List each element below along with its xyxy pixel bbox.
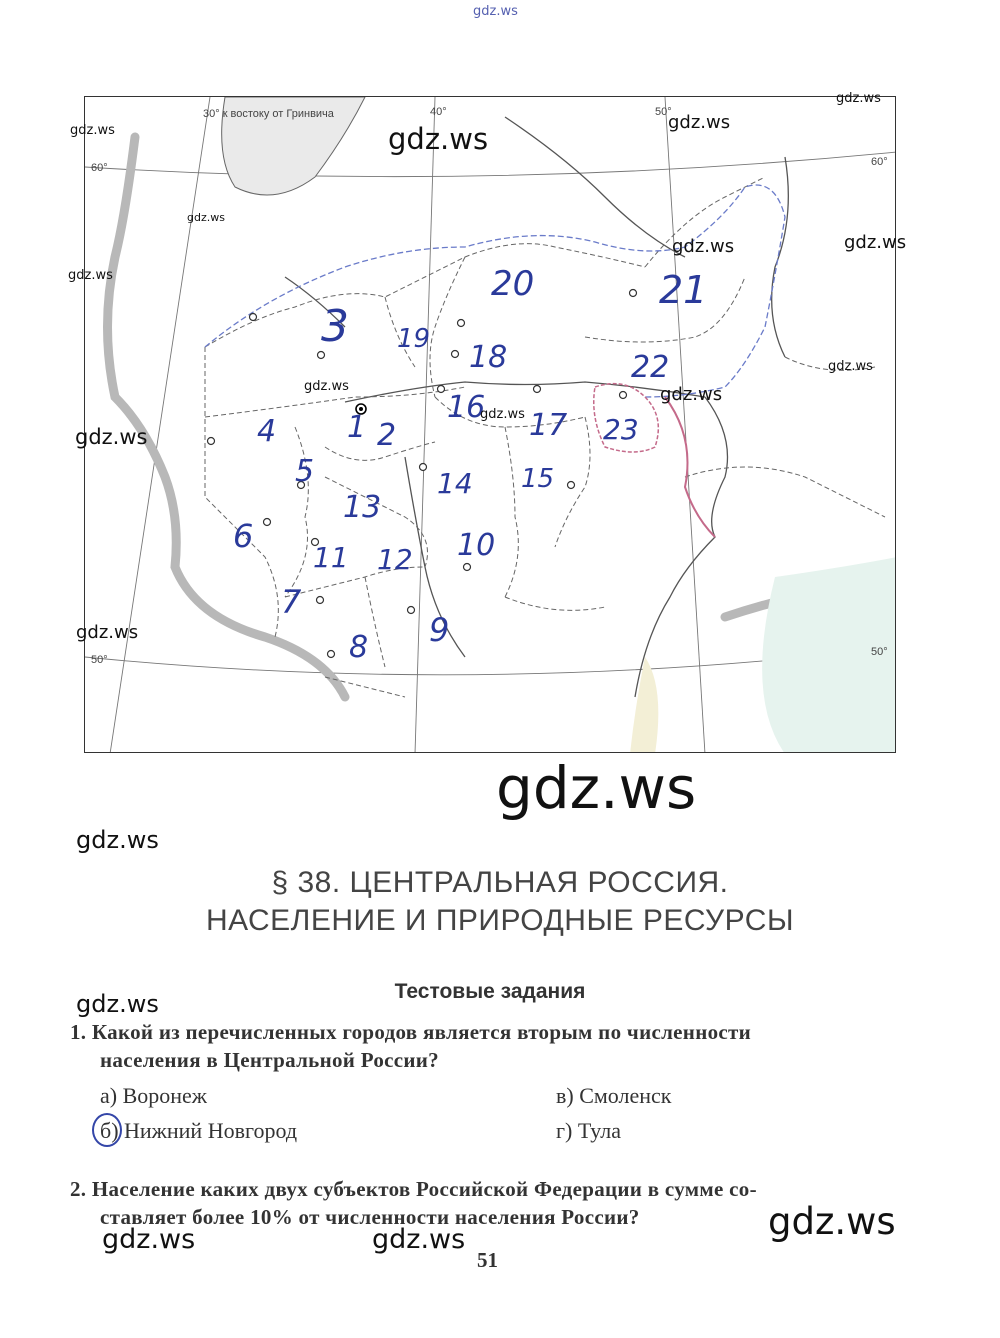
question-2-line2: ставляет более 10% от численности населения России? bbox=[100, 1205, 640, 1229]
watermark: gdz.ws bbox=[187, 211, 225, 224]
question-1-line2: населения в Центральной России? bbox=[100, 1048, 439, 1072]
region-number: 10 bbox=[457, 528, 496, 563]
watermark: gdz.ws bbox=[836, 91, 881, 106]
watermark: gdz.ws bbox=[68, 268, 113, 283]
page-number: 51 bbox=[477, 1248, 498, 1272]
watermark: gdz.ws bbox=[76, 826, 159, 854]
watermark-large: gdz.ws bbox=[496, 754, 697, 822]
watermark: gdz.ws bbox=[844, 232, 907, 253]
meridian-label-30: 30° к востоку от Гринвича bbox=[203, 108, 334, 120]
region-number: 16 bbox=[447, 390, 486, 425]
answer-option-b[interactable]: б) Нижний Новгород bbox=[100, 1118, 298, 1143]
region-number: 14 bbox=[437, 467, 473, 500]
red-border bbox=[665, 397, 715, 537]
region-number: 20 bbox=[491, 264, 535, 304]
region-number: 1 bbox=[347, 410, 367, 445]
watermark-top: gdz.ws bbox=[473, 4, 518, 19]
region-number: 9 bbox=[429, 611, 450, 649]
watermark: gdz.ws bbox=[372, 1224, 466, 1255]
watermark: gdz.ws bbox=[102, 1224, 196, 1255]
parallel-label-60-left: 60° bbox=[91, 162, 108, 174]
watermark: gdz.ws bbox=[668, 112, 731, 133]
answer-option-v[interactable]: в) Смоленск bbox=[556, 1083, 672, 1108]
parallel-label-50-left: 50° bbox=[91, 654, 108, 666]
region-number: 18 bbox=[469, 340, 508, 375]
parallel-label-50-right: 50° bbox=[871, 646, 888, 658]
watermark: gdz.ws bbox=[828, 359, 873, 374]
watermark: gdz.ws bbox=[480, 407, 525, 422]
region-numbers bbox=[233, 264, 707, 665]
parallel-label-60-right: 60° bbox=[871, 156, 888, 168]
tests-heading: Тестовые задания bbox=[394, 980, 586, 1003]
region-number: 23 bbox=[603, 413, 639, 446]
watermark: gdz.ws bbox=[75, 425, 148, 449]
watermark: gdz.ws bbox=[660, 384, 723, 405]
answer-option-a[interactable]: а) Воронеж bbox=[100, 1083, 208, 1108]
watermark: gdz.ws bbox=[672, 236, 735, 257]
question-1-line1: 1. Какой из перечисленных городов является вторым по численности bbox=[70, 1020, 752, 1044]
watermark: gdz.ws bbox=[304, 379, 349, 394]
region-number: 22 bbox=[631, 350, 670, 385]
region-number: 7 bbox=[281, 583, 302, 621]
watermark: gdz.ws bbox=[768, 1200, 896, 1243]
region-number: 8 bbox=[349, 630, 369, 665]
lowland-area bbox=[630, 657, 658, 753]
region-number: 13 bbox=[343, 490, 382, 525]
watermark: gdz.ws bbox=[76, 990, 159, 1018]
watermark: gdz.ws bbox=[76, 622, 139, 643]
region-number: 21 bbox=[659, 268, 708, 312]
section-title-line1: § 38. ЦЕНТРАЛЬНАЯ РОССИЯ. bbox=[271, 866, 729, 899]
region-number: 6 bbox=[233, 517, 254, 555]
region-number: 19 bbox=[397, 324, 431, 354]
region-number: 5 bbox=[295, 454, 315, 489]
answer-option-g[interactable]: г) Тула bbox=[556, 1118, 621, 1143]
region-number: 12 bbox=[377, 543, 413, 576]
section-title-line2: НАСЕЛЕНИЕ И ПРИРОДНЫЕ РЕСУРСЫ bbox=[205, 904, 795, 937]
map-drawing bbox=[85, 97, 896, 753]
region-number: 4 bbox=[257, 414, 277, 449]
region-number: 3 bbox=[321, 301, 349, 352]
watermark: gdz.ws bbox=[70, 123, 115, 138]
region-number: 17 bbox=[529, 408, 568, 443]
region-number: 11 bbox=[313, 541, 349, 574]
meridian-label-40: 40° bbox=[430, 106, 447, 118]
region-number: 2 bbox=[377, 418, 397, 453]
question-2-line1: 2. Население каких двух субъектов Российской Федерации в сумме со- bbox=[70, 1177, 757, 1201]
region-number: 15 bbox=[521, 464, 555, 494]
watermark: gdz.ws bbox=[388, 122, 489, 156]
meridian-label-50: 50° bbox=[655, 106, 672, 118]
contour-map bbox=[84, 96, 896, 753]
